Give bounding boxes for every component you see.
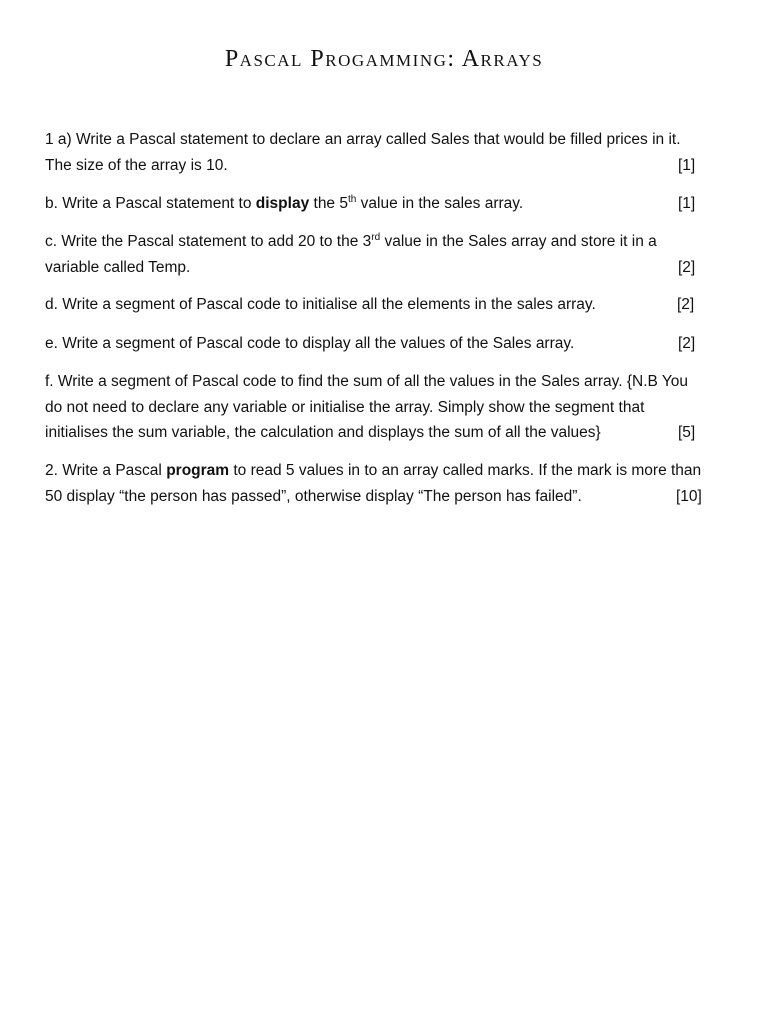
- question-1a-line-2: [45, 153, 735, 179]
- question-1e-mark: [2]: [678, 335, 696, 352]
- question-1e-text: e. Write a segment of Pascal code to display all the values of the Sales array.: [45, 335, 575, 352]
- page-title: Pascal Progamming: Arrays: [224, 46, 544, 72]
- question-1d-mark: [2]: [677, 296, 695, 313]
- question-1c-line-2: [45, 255, 735, 281]
- question-1e: [45, 331, 735, 357]
- question-1c-mark: [2]: [678, 258, 696, 276]
- question-1b-text-mid: the 5: [309, 195, 348, 212]
- question-1a-line-2-text: The size of the array is 10.: [45, 156, 228, 174]
- question-1b-bold-word: display: [255, 195, 310, 212]
- question-1f-line-3: [45, 420, 735, 446]
- question-1a-mark: [1]: [678, 156, 696, 174]
- question-1f-line-1: f. Write a segment of Pascal code to find the sum of all the values in the Sales array. {N.B You: [45, 373, 689, 390]
- question-1d-text: d. Write a segment of Pascal code to initialise all the elements in the sales array.: [45, 296, 596, 313]
- question-2: [45, 458, 735, 509]
- question-1f: [45, 369, 735, 446]
- question-1c-superscript: rd: [371, 232, 381, 243]
- question-1e-line-1: [45, 331, 735, 357]
- question-2-line-2: [45, 484, 735, 510]
- question-1c-line-2-text: variable called Temp.: [45, 258, 191, 276]
- question-1c-text-post: value in the Sales array and store it in a: [380, 233, 657, 250]
- question-1b-superscript: th: [347, 194, 357, 205]
- question-1b-text-pre: b. Write a Pascal statement to: [45, 195, 256, 212]
- question-1d: [45, 292, 735, 318]
- question-1f-mark: [5]: [678, 424, 696, 441]
- question-2-line-1: [45, 458, 735, 484]
- question-1c-line-1: [45, 229, 735, 255]
- question-1f-line-3-text: initialises the sum variable, the calculation and displays the sum of all the values}: [45, 424, 601, 441]
- question-1b-line-1: [45, 191, 735, 217]
- question-1a-line-1: 1 a) Write a Pascal statement to declare an array called Sales that would be filled prices in it.: [45, 131, 681, 148]
- question-1d-line-1: [45, 292, 735, 318]
- question-1a: [45, 127, 735, 178]
- question-1b-text-post: value in the sales array.: [356, 195, 524, 212]
- question-2-mark: [10]: [676, 487, 702, 505]
- question-2-text-pre: 2. Write a Pascal: [45, 462, 167, 479]
- question-1c: [45, 229, 735, 280]
- question-1b: [45, 191, 735, 217]
- question-1f-line-2: do not need to declare any variable or initialise the array. Simply show the segment that: [45, 398, 645, 416]
- question-1b-mark: [1]: [678, 195, 696, 212]
- question-1c-text-pre: c. Write the Pascal statement to add 20 to the 3: [45, 233, 372, 250]
- question-2-line-2-text: 50 display “the person has passed”, otherwise display “The person has failed”.: [45, 487, 582, 505]
- question-2-text-post: to read 5 values in to an array called marks. If the mark is more than: [229, 462, 702, 479]
- question-2-bold-word: program: [166, 462, 230, 479]
